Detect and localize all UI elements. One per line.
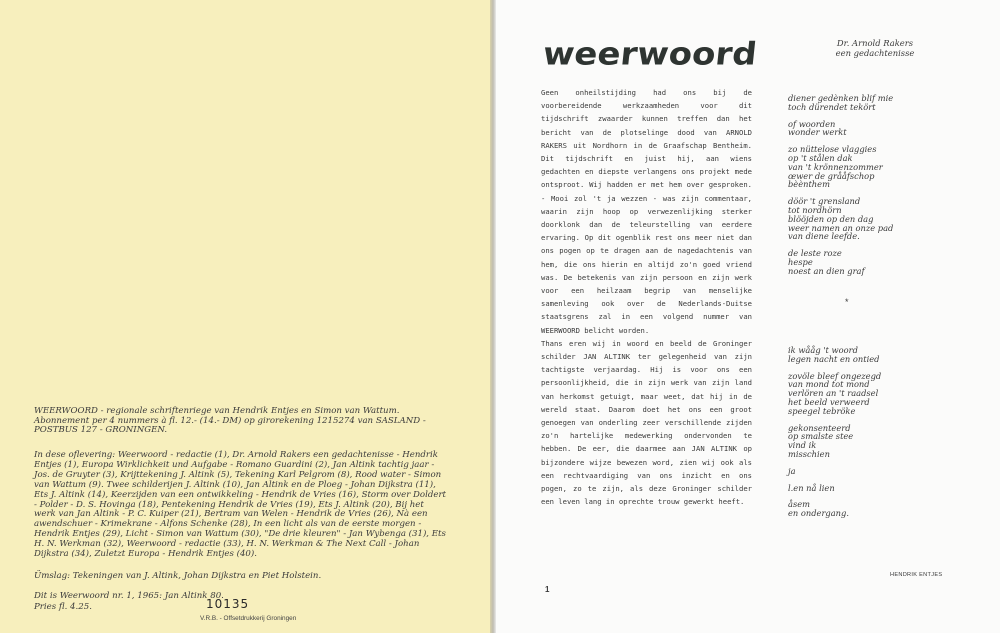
poem-line: verlören an 't raadsel (788, 388, 879, 399)
poem-line: ja (788, 465, 796, 476)
poem-line: of woorden (788, 118, 836, 129)
poem-line: bèènthem (788, 179, 830, 190)
contents-list: In dese oflevering: Weerwoord - redactie (1), Dr. Arnold Rakers een gedachtenisse - Hendrik Entjes (1), Europa Wirklichkeit und Aufgabe - Romano Guardini (2), Jan Altink tachtig jaar - Jos. de Gruyter (3), Krijttekening J. Altink (5), Tekening Karl Pelgrom (8), Rood water - Simon van Wattum (9). Twee schilderijen J. Altink (10), Jan Altink en de Ploeg - Johan Dijkstra (11), Ets J. Altink (14), Keerzijden van een ontwikkeling - Hendrik de Vries (16), Storm over Doldert - Polder - D. S. Hovinga (18), Pentekening Hendrik de Vries (19), Ets J. Altink (20), Bij het werk van Jan Altink - P. C. Kuiper (21), Bertram van Welen - Hendrik de Vries (26), Nà een awendschuer - Krimekrane - Alfons Schenke (28), In een licht als van de eerste morgen - Hendrik Entjes (29), Licht - Simon van Wattum (30), "De drie kleuren" - Jan Wybenga (31), Ets H. N. Werkman (32), Weerwoord - redactie (33), H. N. Werkman & The Next Call - Johan Dijkstra (34), Zuletzt Europa - Hendrik Entjes (40). (34, 450, 446, 560)
poem-stanza (788, 424, 988, 459)
poem-line: hespe (788, 256, 813, 267)
poem-stanza (788, 372, 988, 416)
poem-line: misschien (788, 448, 830, 459)
poem-header-subtitle: een gedachtenisse (835, 48, 915, 58)
poem-line: van 't krönnenzommer (788, 161, 883, 172)
poem-stanza (788, 500, 988, 518)
page-number: 1 (545, 585, 550, 594)
poem-line: tot nordhörn (788, 204, 842, 215)
poem-stanza (788, 484, 988, 493)
poem-line: de leste roze (788, 248, 842, 259)
poem-line: het beeld verweerd (788, 396, 870, 407)
poem-line: toch dürendet tekört (788, 101, 876, 112)
printer-credit: V.R.B. - Offsetdrukkerij Groningen (200, 615, 297, 622)
poem-stanza (788, 94, 988, 112)
poem-line: op 't stålen dak (788, 152, 853, 163)
poem-separator: * (845, 297, 849, 307)
poem-line: wonder werkt (788, 127, 847, 138)
poem-line: diener gedènken blif mie (788, 93, 894, 103)
poem-line: en ondergang. (788, 508, 849, 519)
poem-line: blööjden op den dag (788, 213, 874, 224)
poem-line: noest an dien graf (788, 265, 865, 276)
poem-line: döör 't grensland (788, 196, 861, 207)
poem-line: zovöle bleef ongezegd (788, 370, 882, 381)
poem-line: van diene leefde. (788, 231, 860, 242)
poem-stanza (788, 467, 988, 476)
poem-line: œwer de grååfschop (788, 170, 875, 181)
poem-line: op smalste stee (788, 431, 854, 442)
poem-line: weer namen an onze pad (788, 222, 894, 233)
article-paragraph: Geen onheilstijding had ons bij de voorbereidende werkzaamheden voor dit tijdschrift zwaarder kunnen treffen dan het bericht van de plotselinge dood van ARNOLD RAKERS uit Nordhorn in de Graafschap Bentheim. Dit tijdschrift en juist hij, aan wiens gedachten en diepste verlangens ons projekt mede ontsproot. Wij hadden er met hem over gesproken. - Mooi zol 't ja wezzen - was zijn commentaar, waarin zijn hoop op verwezenlijking sterker doorklonk dan de teleurstelling van eerdere ervaring. Op dit ogenblik rest ons meer niet dan ons pogen op te dragen aan de nagedachtenis van hem, die ons hierin en altijd zo'n goed vriend was. De betekenis van zijn persoon en zijn werk voor een heilzaam begrip van menselijke samenleving ook over de Nederlands-Duitse staatsgrens zal in een volgend nummer van WEERWOORD belicht worden. (541, 88, 752, 335)
poem-part-one (788, 94, 988, 284)
article-paragraph: Thans eren wij in woord en beeld de Groninger schilder JAN ALTINK ter gelegenheid van zijn tachtigste verjaardag. Hij is voor ons een persoonlijkheid, die in zijn werk van zijn land van herkomst getuigt, maar weet, dat hij in de wereld staat. Daarom doet het ons een groot genoegen van onderling zeer verschillende zijden zo'n hartelijke medewerking ondervonden te hebben. De eer, die daarmee aan JAN ALTINK op bijzondere wijze bewezen word, zien wij ook als een rechtvaardiging van ons inzicht en ons pogen, zo te zijn, als deze Groninger schilder een leven lang in oprechte trouw gewerkt heeft. (541, 338, 752, 507)
poem-line: van mond tot mond (788, 379, 870, 390)
left-page (0, 0, 492, 633)
poem-stanza (788, 249, 988, 275)
masthead-logo: weerwoord (541, 36, 759, 73)
poem-part-two (788, 346, 988, 526)
poem-line: åsem (788, 499, 810, 510)
poem-line: speegel tebröke (788, 405, 856, 416)
poem-line: gekonsenteerd (788, 422, 851, 433)
poem-header-name: Dr. Arnold Rakers (836, 38, 914, 48)
author-signature: HENDRIK ENTJES (890, 572, 943, 578)
handwritten-number: 10135 (206, 597, 250, 611)
editorial-article (541, 86, 752, 509)
poem-header (820, 38, 930, 58)
price-line: Pries fl. 4.25. (34, 601, 92, 612)
cover-credits: Ümslag: Tekeningen van J. Altink, Johan Dijkstra en Piet Holstein. (34, 571, 322, 581)
poem-stanza (788, 346, 988, 364)
poem-stanza (788, 145, 988, 189)
poem-stanza (788, 120, 988, 138)
poem-line: l.en nå lien (788, 482, 835, 493)
poem-line: zo nüttelose vlaggies (788, 144, 877, 155)
poem-line: ik wååg 't woord (788, 345, 858, 355)
issue-line: Dit is Weerwoord nr. 1, 1965: Jan Altink 80. (34, 591, 224, 601)
poem-line: vind ik (788, 440, 817, 451)
poem-stanza (788, 197, 988, 241)
poem-line: legen nacht en ontied (788, 353, 880, 364)
colophon-text: WEERWOORD - regionale schriftenriege van Hendrik Entjes en Simon van Wattum. Abonnement per 4 nummers à fl. 12.- (14.- DM) op girorekening 1215274 van SASLAND - POSTBUS 127 - GRONINGEN. (34, 406, 426, 436)
